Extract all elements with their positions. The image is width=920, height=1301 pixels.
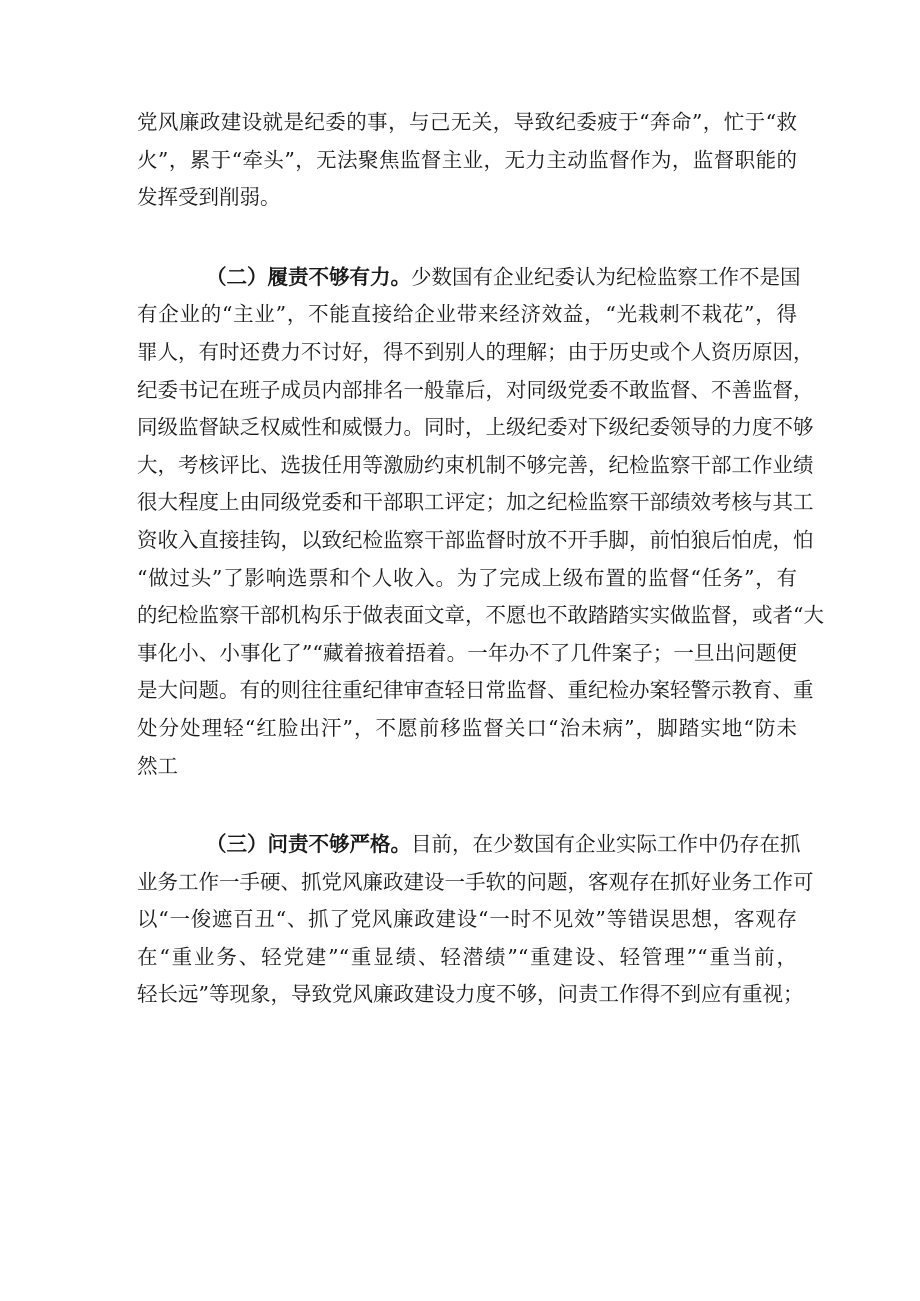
text-line: 然工: [137, 753, 178, 778]
text-line: 发挥受到削弱。: [137, 185, 281, 210]
text-line: 资收入直接挂钩，以致纪检监察干部监督时放不开手脚，前怕狼后怕虎，怕: [137, 527, 814, 552]
text-line: 轻长远”等现象，导致党风廉政建设力度不够，问责工作得不到应有重视；: [137, 982, 804, 1007]
text-line: 党风廉政建设就是纪委的事，与己无关，导致纪委疲于“奔命”，忙于“救: [137, 110, 797, 134]
text-line: 在“重业务、轻党建”“重显绩、轻潜绩”“重建设、轻管理”“重当前，: [137, 944, 797, 969]
text-line: 事化小、小事化了”“藏着掖着捂着。一年办不了几件案子；一旦出问题便: [137, 640, 797, 665]
text-line: 火”，累于“牵头”，无法聚焦监督主业，无力主动监督作为，监督职能的: [137, 147, 797, 172]
paragraph-first-line: [137, 259, 801, 297]
section-3-heading: （三）问责不够严格。: [206, 832, 411, 857]
text-line: 处分处理轻“红脸出汗”，不愿前移监督关口“治未病”，脚踏实地“防未: [137, 715, 797, 740]
text-line: 罪人，有时还费力不讨好，得不到别人的理解；由于历史或个人资历原因，: [137, 339, 814, 364]
section-3-first-line-text: 目前，在少数国有企业实际工作中仍存在抓: [411, 832, 801, 857]
text-line: 的纪检监察干部机构乐于做表面文章，不愿也不敢踏踏实实做监督，或者“大: [137, 603, 824, 628]
text-line: 纪委书记在班子成员内部排名一般靠后，对同级党委不敢监督、不善监督，: [137, 377, 814, 402]
text-line: “做过头”了影响选票和个人收入。为了完成上级布置的监督“任务”，有: [137, 565, 797, 590]
section-2-heading: （二）履责不够有力。: [206, 264, 411, 289]
text-line: 有企业的“主业”，不能直接给企业带来经济效益，“光栽刺不栽花”，得: [137, 302, 797, 327]
text-line: 大，考核评比、选拔任用等激励约束机制不够完善，纪检监察干部工作业绩: [137, 452, 814, 477]
section-2-paragraph: [137, 259, 824, 785]
text-line: 业务工作一手硬、抓党风廉政建设一手软的问题，客观存在抓好业务工作可: [137, 869, 814, 894]
section-2-first-line-text: 少数国有企业纪委认为纪检监察工作不是国: [411, 264, 801, 289]
section-3-paragraph: [137, 826, 814, 1014]
text-line: 以“一俊遮百丑“、抓了党风廉政建设“一时不见效”等错误思想，客观存: [137, 907, 797, 932]
text-line: 很大程度上由同级党委和干部职工评定；加之纪检监察干部绩效考核与其工: [137, 490, 814, 515]
text-line: 是大问题。有的则往往重纪律审查轻日常监督、重纪检办案轻警示教育、重: [137, 678, 814, 703]
text-line: 同级监督缺乏权威性和威慑力。同时，上级纪委对下级纪委领导的力度不够: [137, 415, 814, 440]
document-page: [137, 104, 824, 1014]
intro-paragraph: [137, 104, 797, 217]
paragraph-first-line: [137, 826, 801, 864]
